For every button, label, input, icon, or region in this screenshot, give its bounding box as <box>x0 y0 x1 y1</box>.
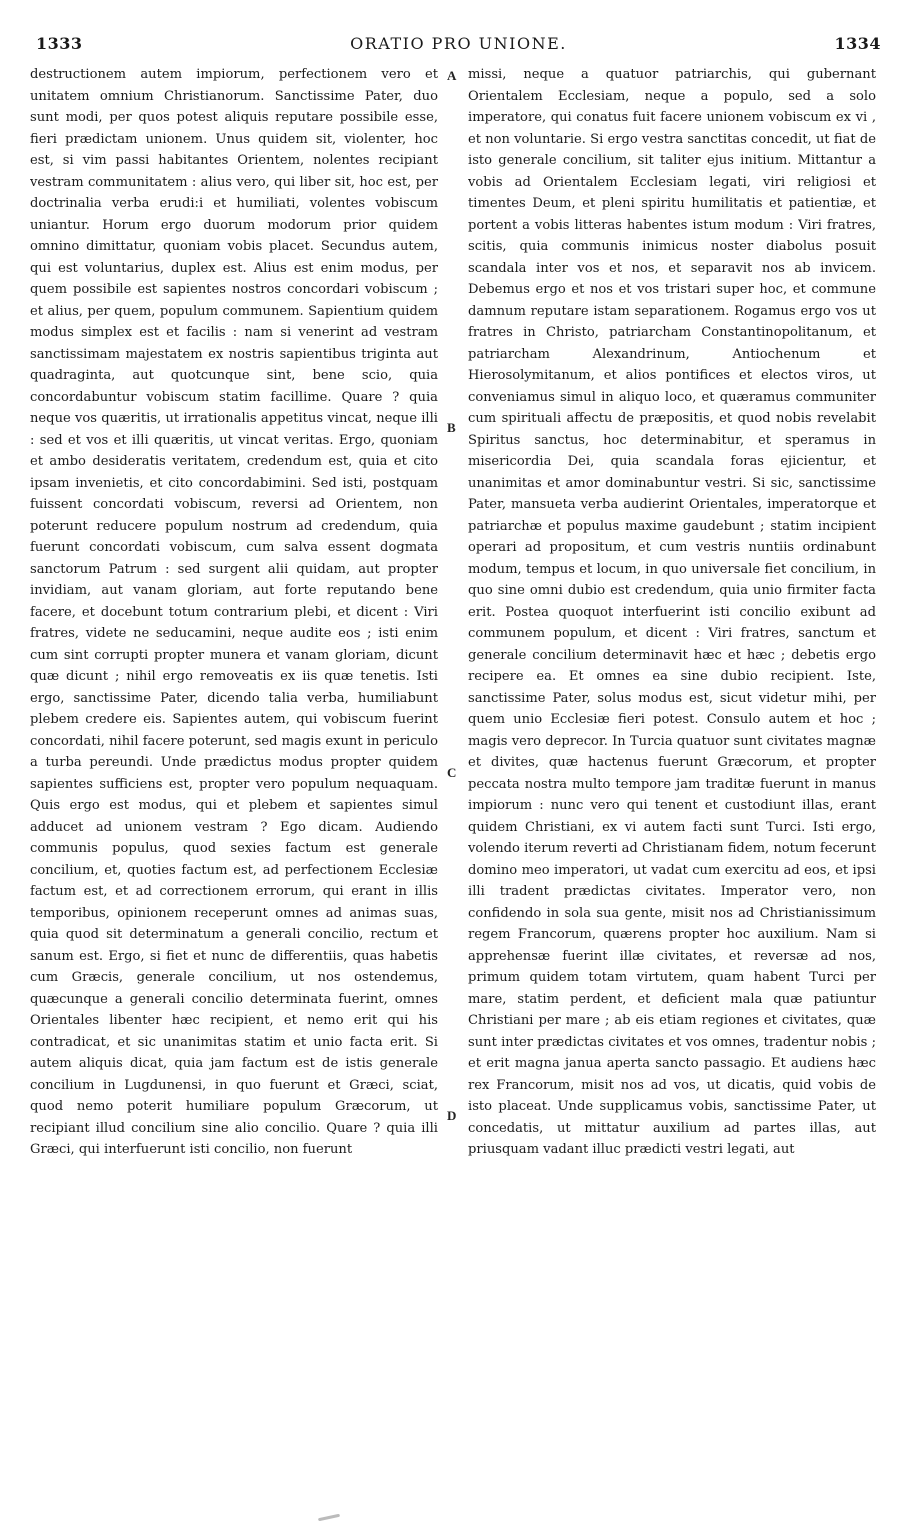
scan-smudge-mark <box>318 1514 340 1522</box>
section-marker-a: A <box>447 68 457 83</box>
running-title: ORATIO PRO UNIONE. <box>350 34 567 53</box>
right-column-text: missi, neque a quatuor patriarchis, qui gubernant Orientalem Ecclesiam, neque a populo, sed a solo imperatore, qui conatus fuit facere unionem vobiscum ex vi , et non voluntarie. Si ergo vestra sanctitas concedit, ut fiat de isto generale concilium, sit taliter ejus initium. Mittantur a vobis ad Orientalem Ecclesiam legati, viri religiosi et timentes Deum, et pleni spiritu humilitatis et patientiæ, et portent a vobis litteras habentes istum modum : Viri fratres, scitis, quia communis inimicus noster diabolus posuit scandala inter vos et nos, et separavit nos ab invicem. Debemus ergo et nos et vos tristari super hoc, et commune damnum reputare istam separationem. Rogamus ergo vos ut fratres in Christo, patriarcham Constantinopolitanum, et patriarcham Alexandrinum, Antiochenum et Hierosolymitanum, et alios pontifices et electos viros, ut conveniamus simul in aliquo loco, et quæramus communiter cum spirituali affectu de præpositis, et quod nobis revelabit Spiritus sanctus, hoc determinabitur, et speramus in misericordia Dei, quia scandala foras ejicientur, et unanimitas et amor dominabuntur vestri. Si sic, sanctissime Pater, mansueta verba audierint Orientales, imperatorque et patriarchæ et populus maxime gaudebunt ; statim incipient operari ad propositum, et cum vestris nuntiis ordinabunt modum, tempus et locum, in quo universale fiet concilium, in quo sine omni dubio est credendum, quia unio firmiter facta erit. Postea quoquot interfuerint isti concilio exibunt ad communem populum, et dicent : Viri fratres, sanctum et generale concilium determinavit hæc et hæc ; debetis ergo recipere ea. Et omnes ea sine dubio recipient. Iste, sanctissime Pater, solus modus est, sicut videtur mihi, per quem unio Ecclesiæ fieri potest. Consulo autem et hoc ; magis vero deprecor. In Turcia quatuor sunt civitates magnæ et divites, quæ hactenus fuerunt Græcorum, et propter peccata nostra multo tempore jam traditæ fuerunt in manus impiorum : nunc vero qui tenent et custodiunt illas, erant quidem Christiani, ex vi autem facti sunt Turci. Isti ergo, volendo iterum reverti ad Christianam fidem, notum fecerunt domino meo imperatori, ut vadat cum exercitu ad eos, et ipsi illi tradent prædictas civitates. Imperator vero, non confidendo in sola sua gente, misit nos ad Christianissimum regem Francorum, quærens propter hoc auxilium. Nam si apprehensæ fuerint illæ civitates, et reversæ ad nos, primum quidem totam virtutem, quam habent Turci per mare, statim perdent, et deficient mala quæ patiuntur Christiani per mare ; ab eis etiam regiones et civitates, quæ sunt inter prædictas civitates et vos omnes, tradentur nobis ; et erit magna janua aperta sancto passagio. Et audiens hæc rex Francorum, misit nos ad vos, ut dicatis, quid vobis de isto placeat. Unde supplicamus vobis, sanctissime Pater, ut concedatis, ut mittatur auxilium ad partes illas, aut priusquam vadant illuc prædicti vestri legati, aut <box>468 67 876 1157</box>
page-number-left: 1333 <box>36 34 83 53</box>
page-number-right: 1334 <box>834 34 881 53</box>
section-marker-d: D <box>447 1108 457 1123</box>
section-marker-c: C <box>447 765 457 780</box>
right-column <box>468 64 876 1444</box>
section-marker-b: B <box>447 420 456 435</box>
left-column-text: destructionem autem impiorum, perfectionem vero et unitatem omnium Christianorum. Sanctissime Pater, duo sunt modi, per quos potest aliquis reputare possibile esse, fieri prædictam unionem. Unus quidem sit, violenter, hoc est, si vim passi habitantes Orientem, nolentes recipiant vestram communitatem : alius vero, qui liber sit, hoc est, per doctrinalia verba erudi:i et humiliati, volentes vobiscum uniantur. Horum ergo duorum modorum prior quidem omnino dimittatur, quoniam vobis placet. Secundus autem, qui est voluntarius, duplex est. Alius est enim modus, per quem possibile est sapientes nostros concordari vobiscum ; et alius, per quem, populum communem. Sapientium quidem modus simplex est et facilis : nam si venerint ad vestram sanctissimam majestatem ex nostris sapientibus triginta aut quadraginta, aut quotcunque sint, bene scio, quia concordabuntur vobiscum statim facillime. Quare ? quia neque vos quæritis, ut irrationalis appetitus vincat, neque illi : sed et vos et illi quæritis, ut vincat veritas. Ergo, quoniam et ambo desideratis veritatem, credendum est, quia et cito ipsam invenietis, et cito concordabimini. Sed isti, postquam fuissent concordati vobiscum, reversi ad Orientem, non poterunt reducere populum nostrum ad credendum, quia fuerunt concordati vobiscum, cum salva essent dogmata sanctorum Patrum : sed surgent alii quidam, aut propter invidiam, aut vanam gloriam, aut forte reputando bene facere, et docebunt totum contrarium plebi, et dicent : Viri fratres, videte ne seducamini, neque audite eos ; isti enim cum sint corrupti propter munera et vanam gloriam, dicunt quæ dicunt ; nihil ergo removeatis ex iis quæ tenetis. Isti ergo, sanctissime Pater, dicendo talia verba, humiliabunt plebem credere eis. Sapientes autem, qui vobiscum fuerint concordati, nihil facere poterunt, sed magis exunt in periculo a turba pereundi. Unde prædictus modus propter quidem sapientes sufficiens est, propter vero populum nequaquam. Quis ergo est modus, qui et plebem et sapientes simul adducet ad unionem vestram ? Ego dicam. Audiendo communis populus, quod sexies factum est generale concilium, et, quoties factum est, ad perfectionem Ecclesiæ factum est, et ad correctionem errorum, qui erant in illis temporibus, opinionem receperunt omnes ad animas suas, quia quod sit determinatum a generali concilio, rectum et sanum est. Ergo, si fiet et nunc de differentiis, quas habetis cum Græcis, generale concilium, ut nos ostendemus, quæcunque a generali concilio determinata fuerint, omnes Orientales libenter hæc recipient, et nemo erit qui his contradicat, et sic unanimitas statim et unio facta erit. Si autem aliquis dicat, quia jam factum est de istis generale concilium in Lugdunensi, in quo fuerunt et Græci, sciat, quod nemo poterit humiliare populum Græcorum, ut recipiant illud concilium sine alio concilio. Quare ? quia illi Græci, qui interfuerunt isti concilio, non fuerunt <box>30 67 438 1157</box>
page-header <box>36 34 881 56</box>
left-column <box>30 64 438 1444</box>
